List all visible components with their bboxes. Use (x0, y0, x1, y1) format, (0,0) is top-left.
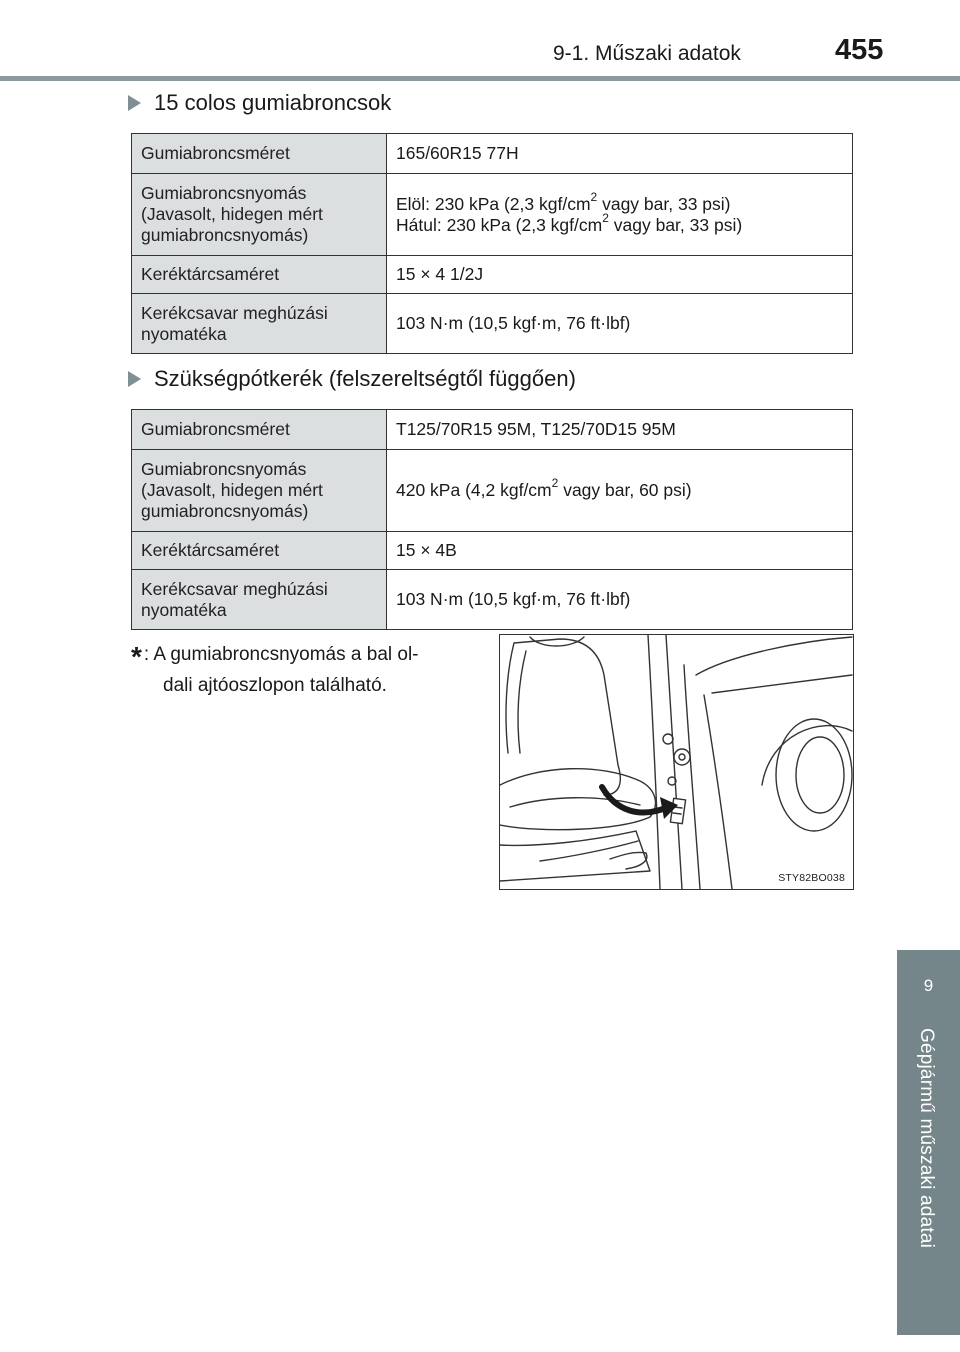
row-label (132, 294, 387, 354)
section-heading-text: 15 colos gumiabroncsok (154, 90, 392, 115)
door-pillar-illustration (499, 634, 854, 890)
front-pressure-text: Elöl: 230 kPa (2,3 kgf/cm (396, 193, 591, 214)
chapter-number: 9 (923, 976, 934, 995)
row-label: Keréktárcsaméret (132, 256, 387, 294)
door-striker-inner (679, 754, 685, 760)
chapter-side-tab (897, 950, 960, 1335)
front-pressure-text: vagy bar, 33 psi) (597, 193, 731, 214)
superscript: 2 (602, 210, 609, 225)
row-label-line: Kerékcsavar meghúzási (141, 302, 328, 323)
superscript: 2 (551, 476, 559, 491)
row-label-line: (Javasolt, hidegen mért (141, 204, 323, 224)
pointer-arrow-icon (602, 787, 668, 813)
row-label (132, 174, 387, 256)
superscript: 2 (590, 189, 598, 204)
row-value: 15 × 4B (387, 532, 853, 570)
door-opening (704, 695, 732, 889)
row-label (132, 450, 387, 532)
rear-pressure-text: Hátul: 230 kPa (2,3 kgf/cm (396, 214, 603, 235)
pillar-edge-3 (684, 665, 700, 889)
section-heading-spare-tire (128, 366, 576, 392)
row-value: 165/60R15 77H (387, 134, 853, 174)
door-edge (696, 637, 852, 675)
row-label: Keréktárcsaméret (132, 532, 387, 570)
chapter-title: Gépjármű műszaki adatai (916, 1028, 937, 1249)
row-label-line: gumiabroncsnyomás) (141, 225, 309, 245)
row-label: Gumiabroncsméret (132, 134, 387, 174)
table-row (132, 294, 853, 354)
pillar-edge (648, 635, 660, 889)
row-label (132, 570, 387, 630)
row-value: 103 N·m (10,5 kgf·m, 76 ft·lbf) (387, 570, 853, 630)
triangle-bullet-icon (128, 95, 141, 111)
door-striker (674, 749, 690, 765)
table-row (132, 174, 853, 256)
row-label-line: nyomatéka (141, 599, 227, 620)
tire-spec-table-15-inch (131, 133, 853, 354)
row-value (387, 174, 853, 256)
header-rule (0, 76, 960, 81)
row-label: Gumiabroncsméret (132, 410, 387, 450)
row-label-line: (Javasolt, hidegen mért (141, 480, 323, 500)
rear-pressure-text: vagy bar, 33 psi) (608, 214, 743, 235)
row-label-line: Gumiabroncsnyomás (141, 183, 307, 203)
row-label-line: gumiabroncsnyomás) (141, 501, 309, 521)
seat-back-inner (518, 651, 526, 753)
pillar-edge-2 (666, 635, 682, 889)
pressure-text: 420 kPa (4,2 kgf/cm (396, 480, 552, 500)
row-label-line: nyomatéka (141, 323, 227, 344)
table-row (132, 410, 853, 450)
row-value: 103 N·m (10,5 kgf·m, 76 ft·lbf) (387, 294, 853, 354)
pressure-text: vagy bar, 60 psi) (558, 480, 692, 500)
tire-ellipse (776, 719, 852, 831)
row-label-line: Gumiabroncsnyomás (141, 459, 307, 479)
footnote (131, 640, 476, 700)
door-bolt (663, 734, 673, 744)
table-row (132, 450, 853, 532)
seat-cushion-outline (500, 769, 655, 830)
row-value: 15 × 4 1/2J (387, 256, 853, 294)
row-value: T125/70R15 95M, T125/70D15 95M (387, 410, 853, 450)
footnote-line: dali ajtóoszlopon található. (163, 675, 387, 696)
table-row (132, 134, 853, 174)
door-pillar-drawing (500, 635, 853, 889)
page-number: 455 (835, 34, 884, 66)
tire-pressure-label-plate (670, 798, 685, 823)
seat-lever (610, 852, 647, 869)
footnote-line: : A gumiabroncsnyomás a bal ol- (143, 644, 419, 665)
section-heading-text: Szükségpótkerék (felszereltségtől függően) (154, 366, 576, 391)
table-row (132, 570, 853, 630)
table-row (132, 532, 853, 570)
row-label-line: Kerékcsavar meghúzási (141, 578, 328, 599)
door-inner (712, 675, 852, 693)
row-value (387, 450, 853, 532)
tire-inner-ellipse (796, 737, 844, 813)
table-row (132, 256, 853, 294)
tire-spec-table-spare (131, 409, 853, 630)
triangle-bullet-icon (128, 371, 141, 387)
footnote-marker: * (131, 641, 142, 672)
section-heading-15-inch (128, 90, 391, 116)
image-code: STY82BO038 (778, 872, 845, 884)
section-title: 9-1. Műszaki adatok (553, 42, 741, 65)
plate-line (673, 813, 681, 814)
